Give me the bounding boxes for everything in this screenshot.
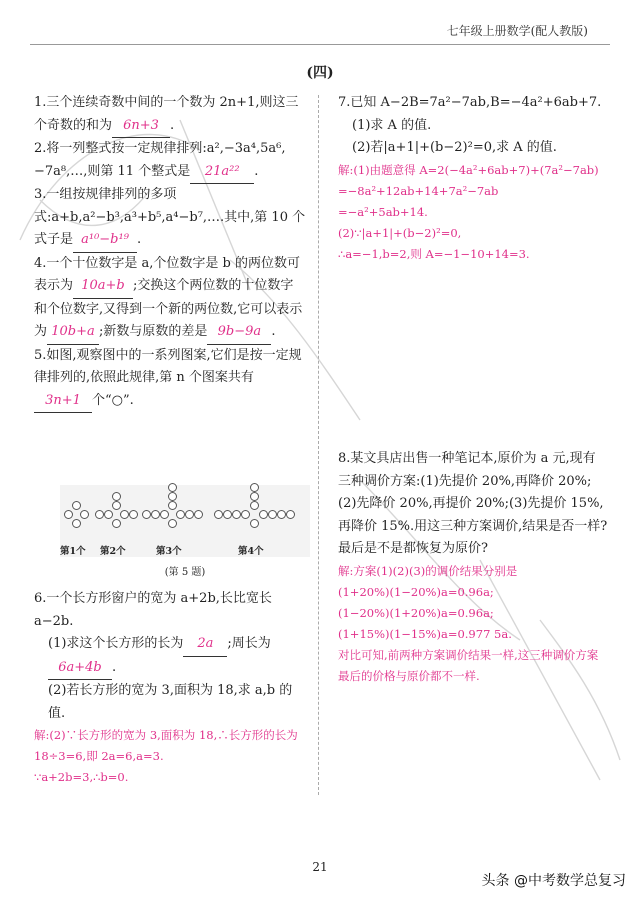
question-8-block <box>338 448 608 687</box>
circle <box>95 510 104 519</box>
circle <box>176 510 185 519</box>
solution-line: 对比可知,前两种方案调价结果一样,这三种调价方案最后的价格与原价都不一样. <box>338 647 599 683</box>
circle <box>104 510 113 519</box>
question-6-part-1-text: (1)求这个长方形的长为 <box>48 636 184 651</box>
question-1 <box>34 92 306 138</box>
question-6-stem: 6.一个长方形窗户的宽为 a+2b,长比宽长a−2b. <box>34 591 272 629</box>
question-1-text: 1.三个连续奇数中间的一个数为 2n+1,则这三个奇数的和为 <box>34 95 299 133</box>
question-6-part-2: (2)若长方形的宽为 3,面积为 18,求 a,b 的值. <box>48 683 293 721</box>
left-column <box>34 92 306 413</box>
question-6-answer-1: 2a <box>183 633 227 657</box>
solution-line: ∵a+2b=3,∴b=0. <box>34 770 129 784</box>
solution-line: 解:方案(1)(2)(3)的调价结果分别是 <box>338 563 518 578</box>
header-rule <box>30 44 610 45</box>
circle <box>160 510 169 519</box>
question-2 <box>34 138 306 184</box>
circle <box>268 510 277 519</box>
circle <box>259 510 268 519</box>
solution-line: (1+15%)(1−15%)a=0.977 5a. <box>338 626 512 641</box>
circle <box>241 510 250 519</box>
question-6-answer-2: 6a+4b <box>48 657 112 681</box>
circle <box>250 492 259 501</box>
circle <box>168 483 177 492</box>
solution-line: (2)∵|a+1|+(b−2)²=0, <box>338 225 462 240</box>
watermark-text: 头条 @中考数学总复习 <box>481 873 626 889</box>
section-title: (四) <box>306 65 334 81</box>
question-4-text-b: ;交换这个两位数的十位数字和个位数字,又得到一个新的两位数,它可以表示为 <box>34 278 303 339</box>
figure-label-3: 第3个 <box>156 546 182 557</box>
circle <box>120 510 129 519</box>
circle <box>214 510 223 519</box>
question-6-part-1 <box>34 633 306 680</box>
circle <box>194 510 203 519</box>
question-4-answer-2: 10b+a <box>47 321 99 345</box>
question-3-text: 3.一组按规律排列的多项式:a+b,a²−b³,a³+b⁵,a⁴−b⁷,….其中,第 10 个式子是 <box>34 187 306 247</box>
question-4-end: . <box>271 324 276 339</box>
circle <box>64 510 73 519</box>
question-7-stem: 7.已知 A−2B=7a²−7ab,B=−4a²+6ab+7. <box>338 95 602 110</box>
question-8-stem: 8.某文具店出售一种笔记本,原价为 a 元,现有三种调价方案:(1)先提价 20%,再降价 20%;(2)先降价 20%,再提价 20%;(3)先提价 15%,再降价 15%.用这三种方案调价,结果是否一样?最后是不是都恢复为原价? <box>338 451 608 556</box>
solution-line: 解:(1)由题意得 A=2(−4a²+6ab+7)+(7a²−7ab) <box>338 162 599 177</box>
question-5-answer: 3n+1 <box>34 390 92 414</box>
circle <box>129 510 138 519</box>
circle <box>168 519 177 528</box>
circle <box>168 492 177 501</box>
right-column <box>338 92 608 265</box>
circle <box>80 510 89 519</box>
question-4-text-a: 4.一个十位数字是 a,个位数字是 b 的两位数可表示为 <box>34 255 301 293</box>
question-1-end: . <box>170 117 175 133</box>
page-header: 七年级上册数学(配人教版) <box>446 24 588 38</box>
figure-label-1: 第1个 <box>60 546 86 557</box>
circle <box>72 501 81 510</box>
page-number: 21 <box>312 860 328 874</box>
question-2-text: 2.将一列整式按一定规律排列:a²,−3a⁴,5a⁶,−7a⁸,…,则第 11 个整式是 <box>34 141 286 179</box>
question-3 <box>34 184 306 253</box>
question-4 <box>34 253 306 345</box>
circle <box>223 510 232 519</box>
question-5-text: 5.如图,观察图中的一系列图案,它们是按一定规律排列的,依照此规律,第 n 个图案共有 <box>34 347 302 385</box>
question-3-end: . <box>137 232 142 247</box>
circle <box>185 510 194 519</box>
question-2-end: . <box>254 163 259 179</box>
question-6-part-1-text-b: ;周长为 <box>227 636 271 651</box>
question-7-solution <box>338 160 608 265</box>
circle <box>142 510 151 519</box>
column-divider <box>318 95 319 795</box>
question-8-solution <box>338 561 608 687</box>
circle <box>277 510 286 519</box>
circle <box>168 501 177 510</box>
question-7-part-2: (2)若|a+1|+(b−2)²=0,求 A 的值. <box>352 140 557 155</box>
circle <box>151 510 160 519</box>
question-3-answer: a¹⁰−b¹⁹ <box>73 229 137 253</box>
circle <box>250 501 259 510</box>
circle <box>112 519 121 528</box>
figure-caption: (第 5 题) <box>164 567 206 578</box>
solution-line: (1+20%)(1−20%)a=0.96a; <box>338 584 494 599</box>
question-6-part-1-end: . <box>112 659 117 675</box>
figure-label-2: 第2个 <box>100 546 126 557</box>
question-7-part-1: (1)求 A 的值. <box>352 117 432 133</box>
circle <box>112 501 121 510</box>
question-4-answer-1: 10a+b <box>73 275 133 299</box>
question-1-answer: 6n+3 <box>112 115 170 139</box>
circle <box>250 519 259 528</box>
question-6-solution <box>34 725 306 788</box>
circle <box>232 510 241 519</box>
solution-line: ∴a=−1,b=2,则 A=−1−10+14=3. <box>338 246 530 261</box>
circle <box>72 519 81 528</box>
question-4-answer-3: 9b−9a <box>207 321 271 345</box>
question-6-block <box>34 588 306 788</box>
circle <box>250 483 259 492</box>
circle <box>112 492 121 501</box>
circle <box>286 510 295 519</box>
solution-line: (1−20%)(1+20%)a=0.96a; <box>338 605 494 620</box>
question-5-end: 个“○”. <box>92 392 134 408</box>
solution-line: 解:(2)∵长方形的宽为 3,面积为 18,∴长方形的长为 18÷3=6,即 2a=6,a=3. <box>34 728 298 763</box>
question-2-answer: 21a²² <box>190 161 254 185</box>
figure-background <box>60 485 310 557</box>
question-5 <box>34 345 306 414</box>
figure-label-4: 第4个 <box>238 546 264 557</box>
question-4-text-c: ;新数与原数的差是 <box>99 324 208 339</box>
pattern-figure <box>60 485 310 578</box>
solution-line: =−a²+5ab+14. <box>338 204 428 219</box>
solution-line: =−8a²+12ab+14+7a²−7ab <box>338 183 499 198</box>
